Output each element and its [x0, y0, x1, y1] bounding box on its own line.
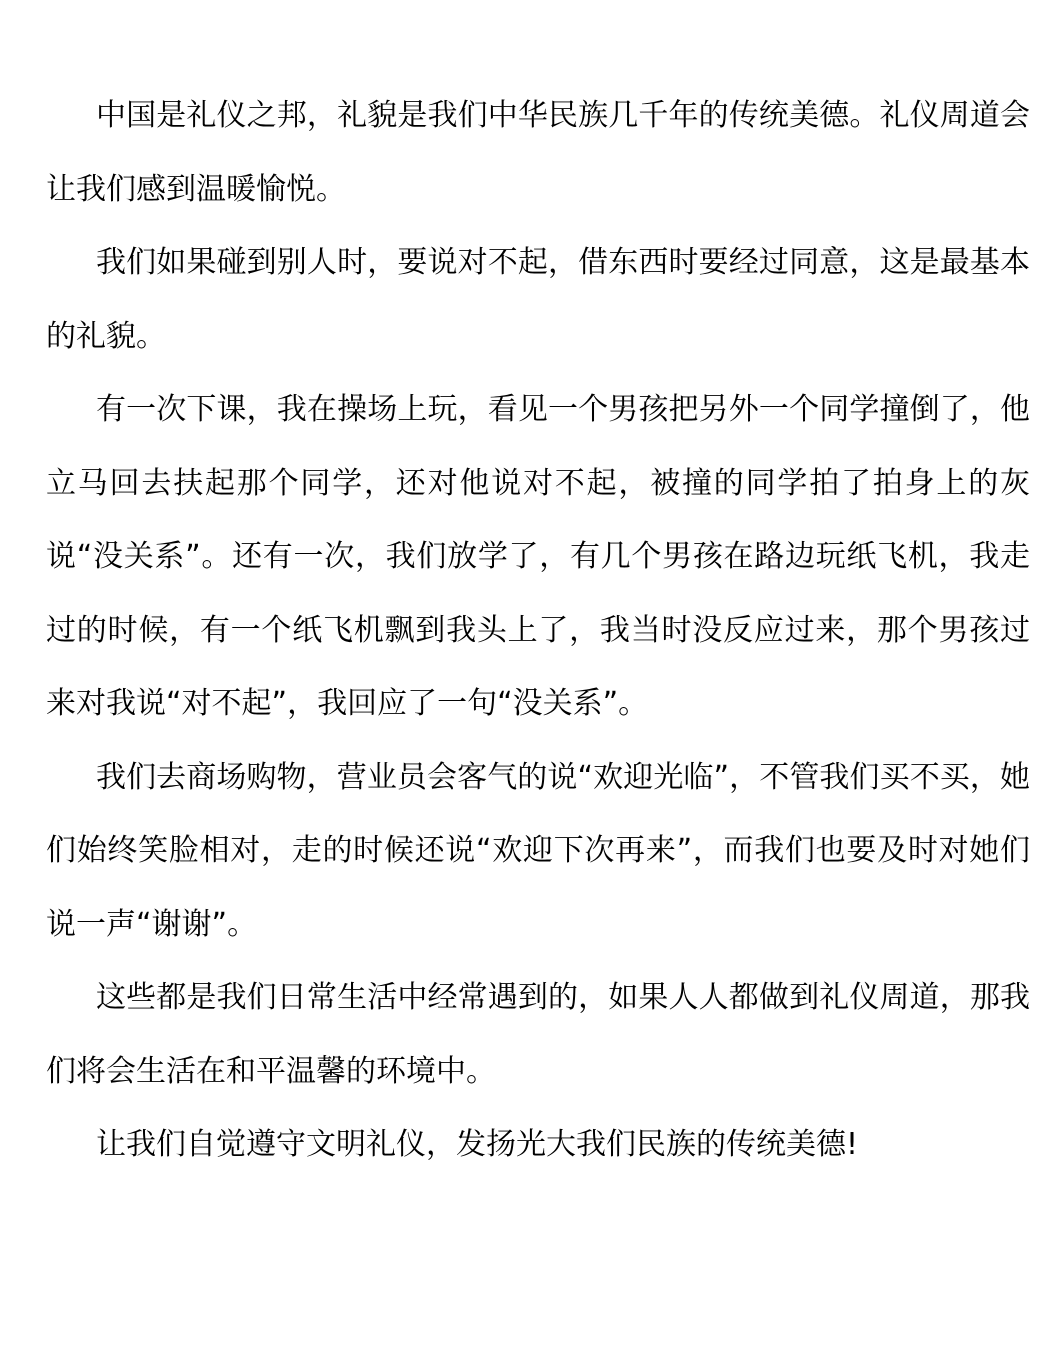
document-body — [46, 79, 1030, 1182]
paragraph-4: 我们去商场购物，营业员会客气的说“欢迎光临”，不管我们买不买，她们始终笑脸相对，走的时候还说“欢迎下次再来”，而我们也要及时对她们说一声“谢谢”。 — [46, 759, 1030, 942]
paragraph-3: 有一次下课，我在操场上玩，看见一个男孩把另外一个同学撞倒了，他立马回去扶起那个同学，还对他说对不起，被撞的同学拍了拍身上的灰说“没关系”。还有一次，我们放学了，有几个男孩在路边玩纸飞机，我走过的时候，有一个纸飞机飘到我头上了，我当时没反应过来，那个男孩过来对我说“对不起”，我回应了一句“没关系”。 — [46, 392, 1030, 721]
paragraph-2: 我们如果碰到别人时，要说对不起，借东西时要经过同意，这是最基本的礼貌。 — [46, 245, 1030, 354]
paragraph-5: 这些都是我们日常生活中经常遇到的，如果人人都做到礼仪周道，那我们将会生活在和平温馨的环境中。 — [46, 980, 1030, 1089]
paragraph-1: 中国是礼仪之邦，礼貌是我们中华民族几千年的传统美德。礼仪周道会让我们感到温暖愉悦。 — [46, 98, 1030, 207]
paragraph-6: 让我们自觉遵守文明礼仪，发扬光大我们民族的传统美德! — [96, 1127, 859, 1162]
